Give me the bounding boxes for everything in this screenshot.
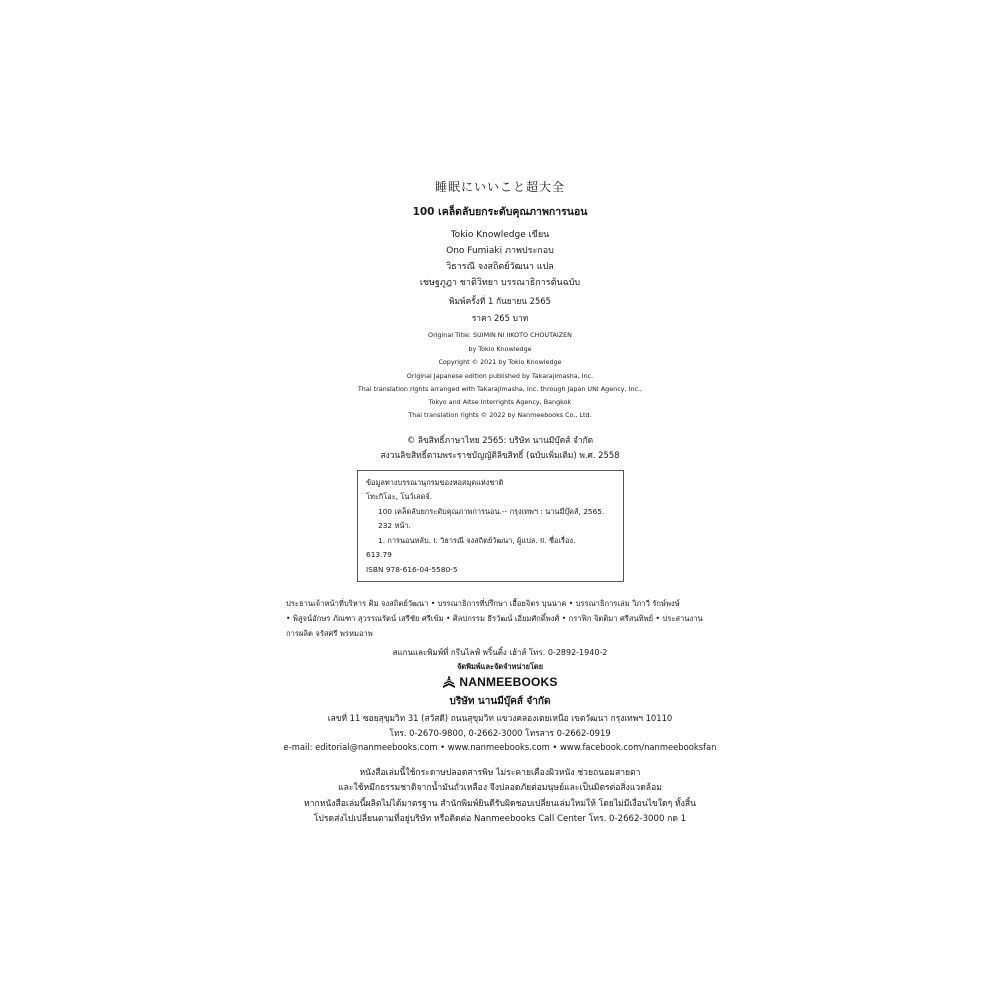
copyright-thai: © ลิขสิทธิ์ภาษาไทย 2565: บริษัท นานมีบุ๊คส์ จำกัด	[406, 435, 594, 445]
notice-line-1: หนังสือเล่มนี้ใช้กระดาษปลอดสารพิษ ไม่ระคายเคืองผิวหนัง ช่วยถนอมสายตา	[359, 768, 641, 778]
rights-original-title: Original Title: SUIMIN NI IIKOTO CHOUTAIZEN	[428, 331, 572, 339]
catalog-class: 613.79	[366, 550, 392, 559]
logo-wordmark: NANMEEBOOKS	[459, 675, 558, 689]
price-line: ราคา 265 บาท	[471, 313, 529, 323]
rights-copyright: Copyright © 2021 by Tokio Knowledge	[438, 358, 562, 366]
catalog-pages: 232 หน้า.	[378, 521, 411, 530]
company-contacts: e-mail: editorial@nanmeebooks.com • www.nanmeebooks.com • www.facebook.com/nanmeebooksfan	[283, 742, 717, 752]
credit-translator: วิธารณี จงสถิตย์วัฒนา แปล	[446, 262, 554, 272]
notice-line-3: หากหนังสือเล่มนี้ผลิตไม่ได้มาตรฐาน สำนักพิมพ์ยินดีรับผิดชอบเปลี่ยนเล่มใหม่ให้ โดยไม่มีเงื่อนไขใดๆ ทั้งสิ้น	[304, 799, 696, 809]
thai-title: 100 เคล็ดลับยกระดับคุณภาพการนอน	[412, 206, 588, 218]
credit-editor: เชษฐภูฎา ชาติวิทยา บรรณาธิการต้นฉบับ	[419, 278, 581, 288]
staff-line-2: • พิสูจน์อักษร ภัณฑา สุวรรณรัตน์ เสรีชัย ศรีเข้ม • ศิลปกรรม ธีรวัฒน์ เอี่ยมศักดิ์พงศ์ • กราฟิก จิตติมา ศรีสนทิพย์ • ประสานงาน	[286, 614, 703, 623]
catalog-entry: 100 เคล็ดลับยกระดับคุณภาพการนอน.-- กรุงเทพฯ : นานมีบุ๊คส์, 2565.	[378, 507, 605, 516]
credit-author: Tokio Knowledge เขียน	[450, 230, 550, 240]
rights-arranged: Thai translation rights arranged with Takarajimasha, Inc. through Japan UNI Agency, Inc.,	[357, 385, 643, 393]
company-name: บริษัท นานมีบุ๊คส์ จำกัด	[449, 696, 551, 707]
book-stack-icon	[442, 676, 456, 689]
company-address: เลขที่ 11 ซอยสุขุมวิท 31 (สวัสดี) ถนนสุขุมวิท แขวงคลองเตยเหนือ เขตวัฒนา กรุงเทพฯ 10110	[327, 713, 673, 723]
edition-line: พิมพ์ครั้งที่ 1 กันยายน 2565	[449, 296, 551, 306]
copyright-law: สงวนลิขสิทธิ์ตามพระราชบัญญัติลิขสิทธิ์ (ฉบับเพิ่มเติม) พ.ศ. 2558	[380, 450, 620, 460]
japanese-title: 睡眠にいいこと超大全	[434, 180, 565, 194]
rights-agency: Tokyo and Aitse Interrights Agency, Bangkok	[428, 398, 572, 406]
catalog-heading: ข้อมูลทางบรรณานุกรมของหอสมุดแห่งชาติ	[366, 478, 504, 487]
staff-line-1: ประธานเจ้าหน้าที่บริหาร คิม จงสถิตย์วัฒนา • บรรณาธิการที่ปรึกษา เอื้อยจิตร บุนนาค • บรรณาธิการเล่ม วิภาวี รักษ์พงษ์	[286, 599, 680, 608]
catalog-box	[357, 470, 624, 582]
credit-illustrator: Ono Fumiaki ภาพประกอบ	[446, 246, 554, 256]
nanmeebooks-logo	[0, 674, 1000, 690]
catalog-subjects: 1. การนอนหลับ. I. วิธารณี จงสถิตย์วัฒนา, ผู้แปล. II. ชื่อเรื่อง.	[378, 536, 576, 545]
catalog-isbn: ISBN 978-616-04-5580-5	[366, 565, 458, 574]
distributor-label: จัดพิมพ์และจัดจำหน่ายโดย	[456, 662, 544, 671]
company-phones: โทร. 0-2670-9800, 0-2662-3000 โทรสาร 0-2662-0919	[389, 728, 611, 738]
rights-thai: Thai translation rights © 2022 by Nanmeebooks Co., Ltd.	[408, 411, 592, 419]
notice-line-2: และใช้หมึกธรรมชาติจากน้ำมันถั่วเหลือง จึงปลอดภัยต่อมนุษย์และเป็นมิตรต่อสิ่งแวดล้อม	[338, 783, 662, 793]
rights-by: by Tokio Knowledge	[468, 345, 532, 353]
catalog-author: โทะกิโอะ, โนว์เลดจ์.	[366, 492, 433, 501]
staff-line-3: การผลิต จรัสศรี พรหมอาพ	[286, 629, 373, 638]
rights-original-edition: Original Japanese edition published by Takarajimasha, Inc.	[406, 372, 594, 380]
notice-line-4: โปรดส่งไปเปลี่ยนตามที่อยู่บริษัท หรือติดต่อ Nanmeebooks Call Center โทร. 0-2662-3000 กด 1	[313, 814, 687, 824]
printer-line: สแกนและพิมพ์ที่ กรีนไลฟ์ พริ้นติ้ง เฮ้าส์ โทร. 0-2892-1940-2	[392, 648, 608, 657]
